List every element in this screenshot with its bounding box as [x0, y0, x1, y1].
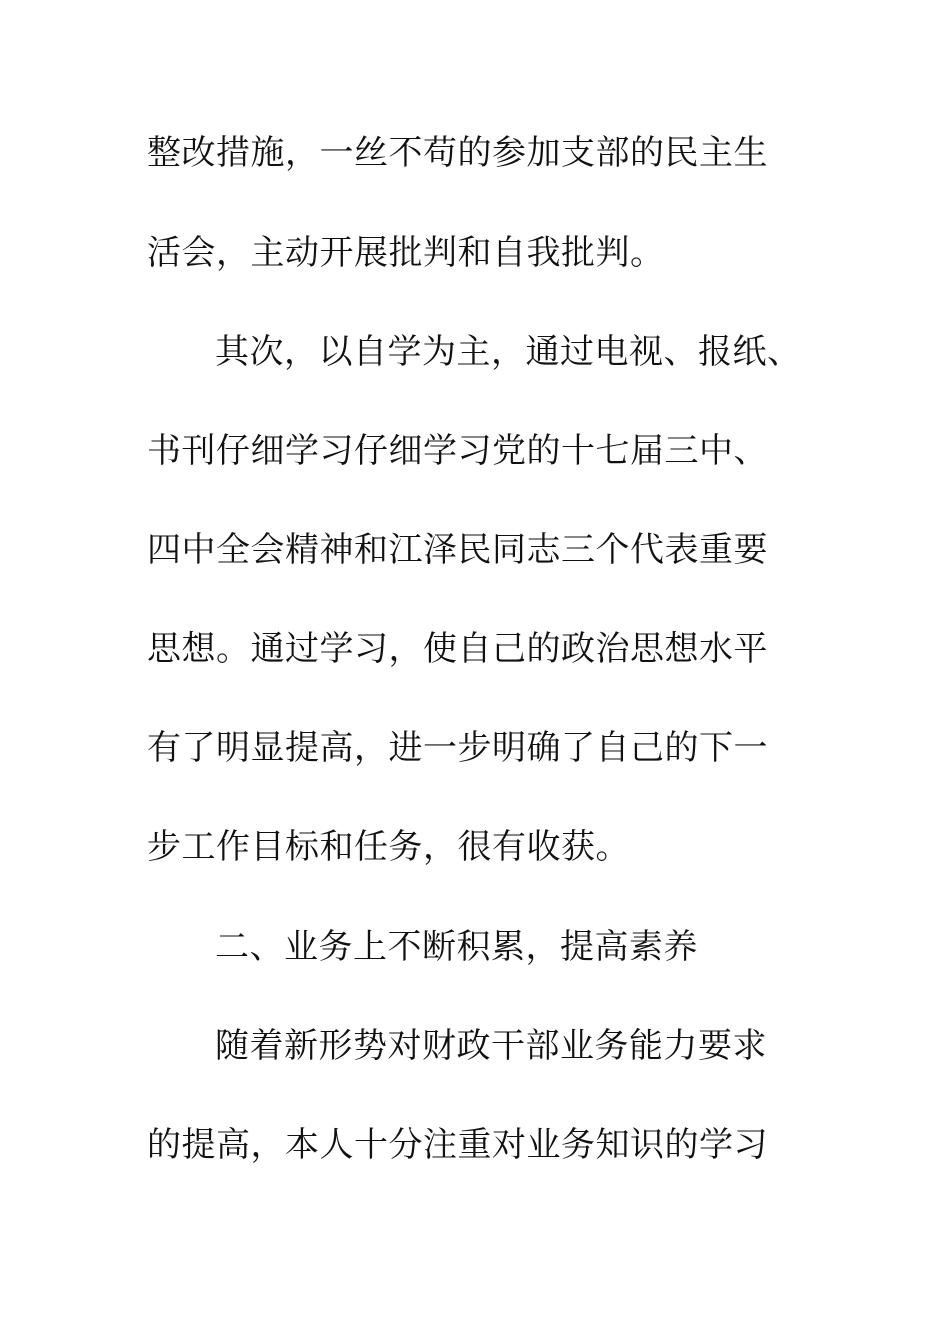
- text-line: 思想。通过学习，使自己的政治思想水平: [147, 629, 768, 669]
- text-line: 书刊仔细学习仔细学习党的十七届三中、: [147, 431, 768, 471]
- text-line: 有了明显提高，进一步明确了自己的下一: [147, 728, 768, 768]
- text-line: 步工作目标和任务，很有收获。: [147, 827, 630, 867]
- section-heading: 二、业务上不断积累，提高素养: [215, 927, 698, 967]
- text-line: 活会，主动开展批判和自我批判。: [147, 233, 665, 273]
- text-line: 四中全会精神和江泽民同志三个代表重要: [147, 530, 768, 570]
- text-line: 的提高，本人十分注重对业务知识的学习: [147, 1125, 768, 1165]
- paragraph-start-line: 其次，以自学为主，通过电视、报纸、: [215, 332, 802, 372]
- paragraph-start-line: 随着新形势对财政干部业务能力要求: [215, 1026, 767, 1066]
- text-line: 整改措施，一丝不苟的参加支部的民主生: [147, 133, 768, 173]
